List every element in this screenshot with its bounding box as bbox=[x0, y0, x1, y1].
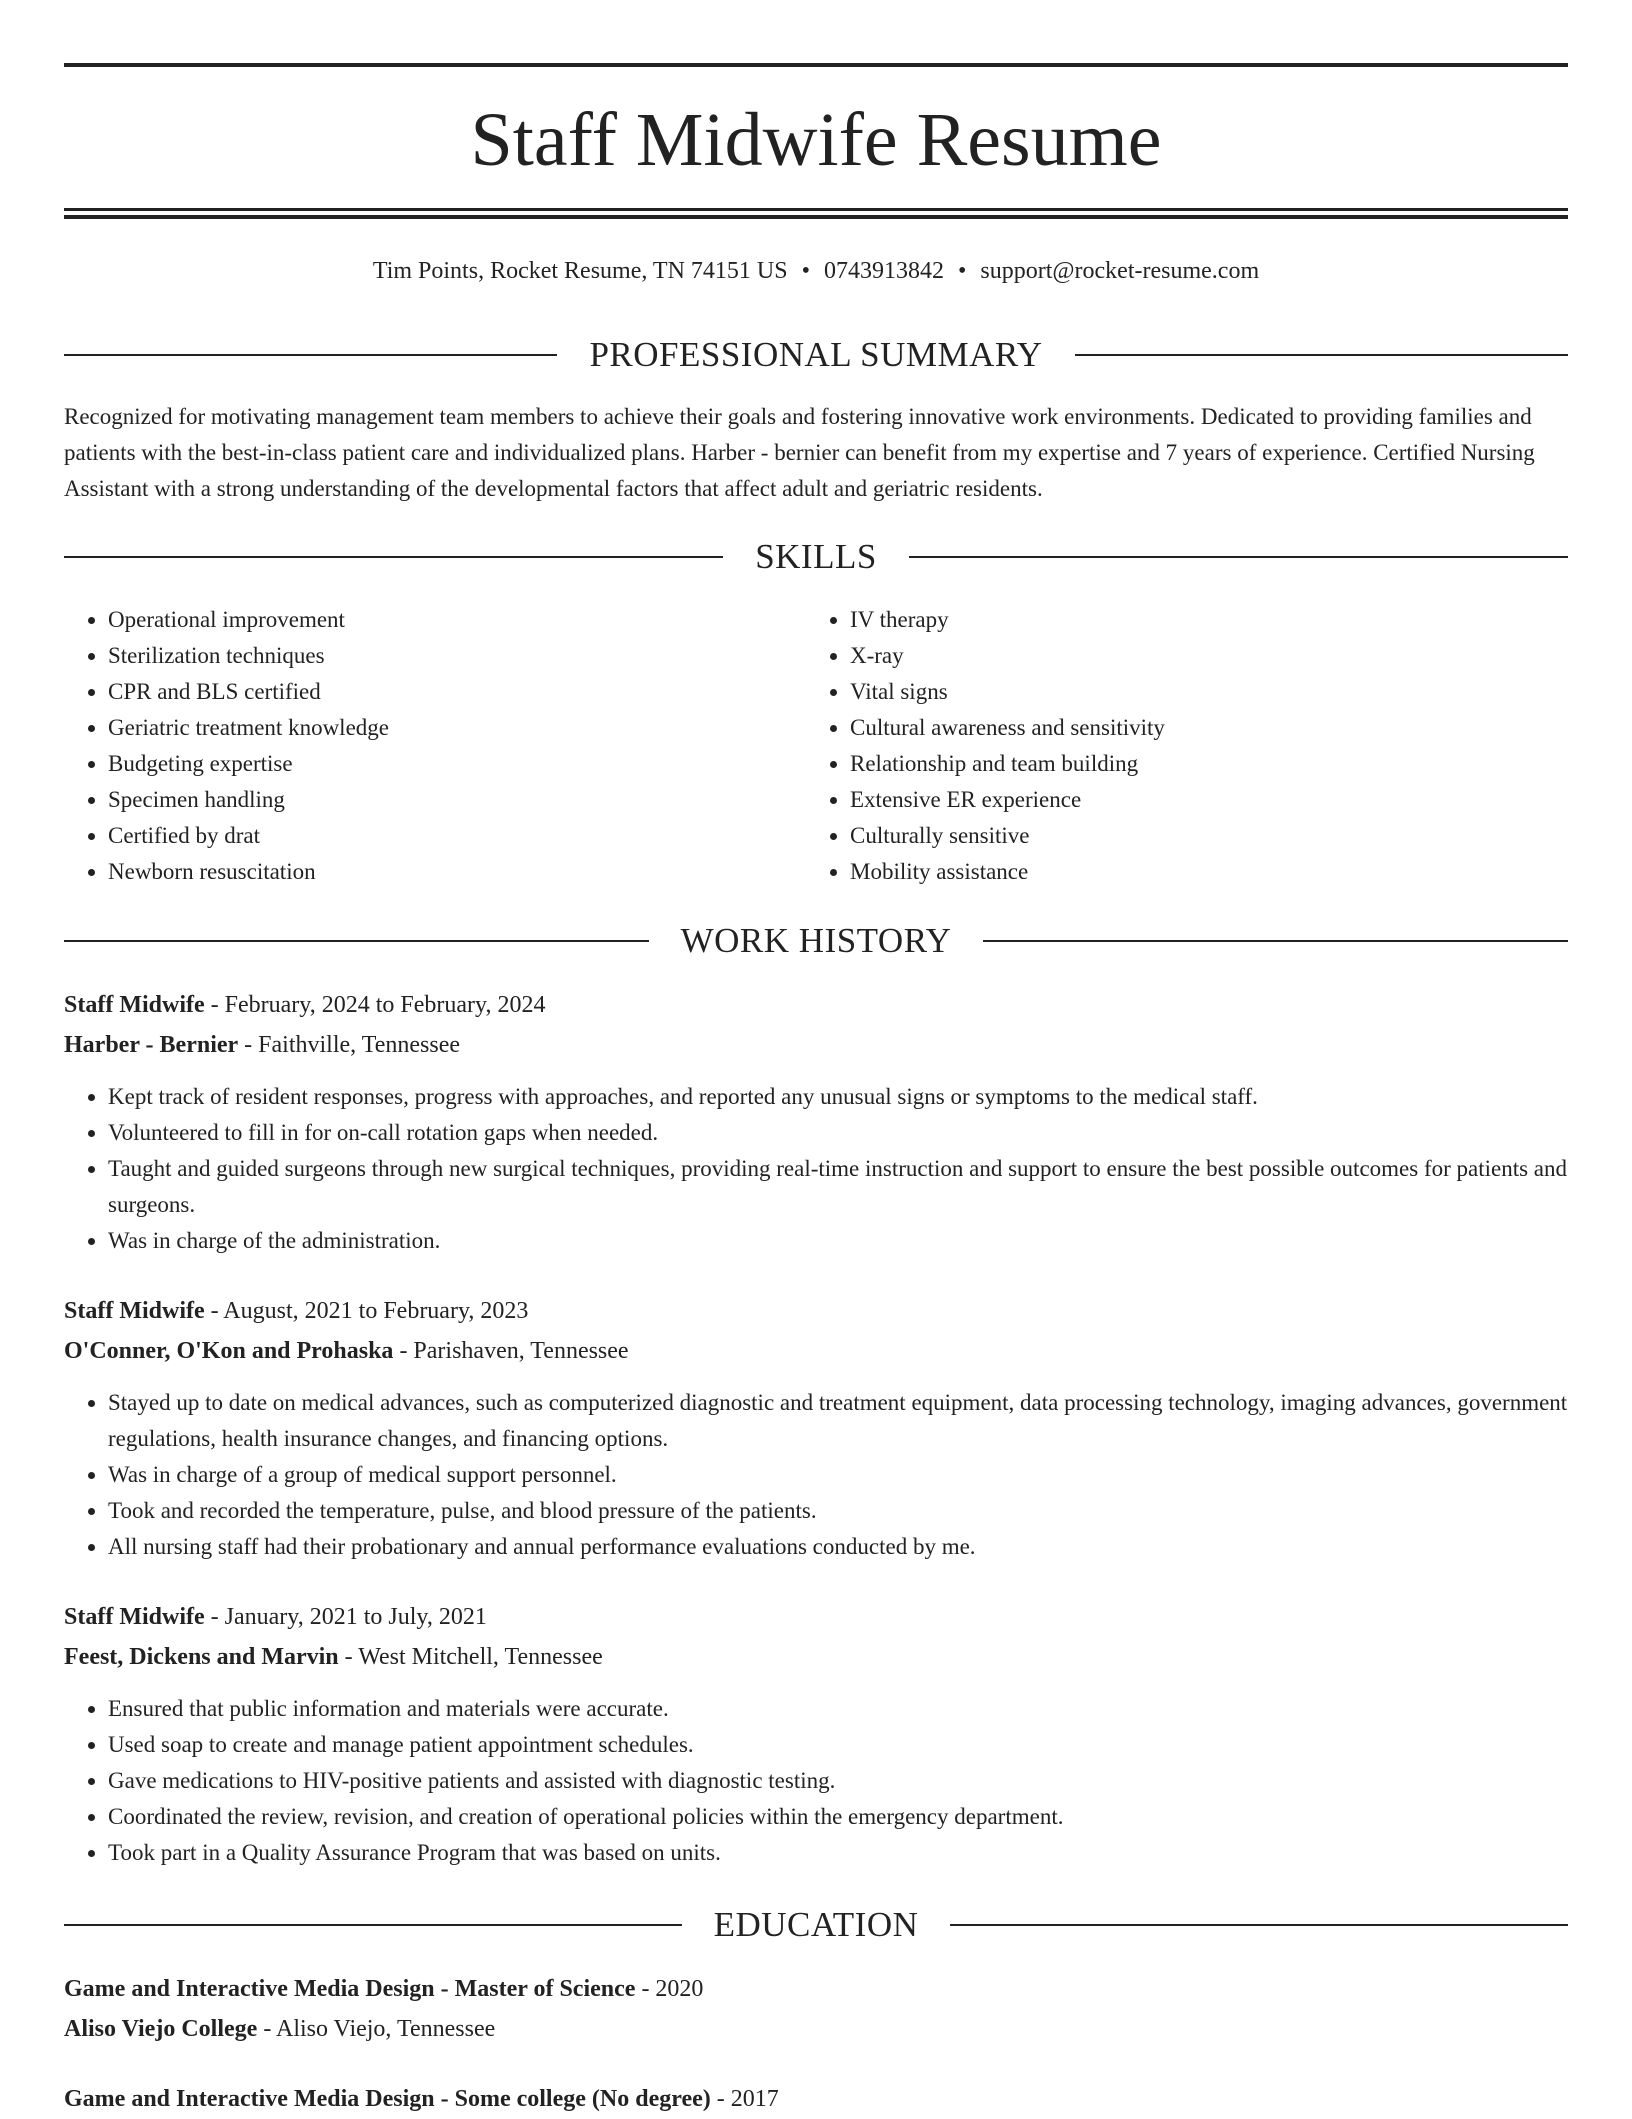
skills-column-left bbox=[64, 602, 806, 890]
section-header-summary bbox=[64, 333, 1568, 377]
divider bbox=[950, 1924, 1568, 1926]
skills-column-right bbox=[806, 602, 1548, 890]
section-title: WORK HISTORY bbox=[680, 921, 952, 960]
employer-line bbox=[64, 1637, 1568, 1677]
job-entry bbox=[64, 985, 1568, 1259]
section-header-education bbox=[64, 1903, 1568, 1947]
skill-item: • Cultural awareness and sensitivity bbox=[850, 710, 1548, 746]
job-title: Staff Midwife bbox=[64, 1298, 205, 1324]
job-dates: - August, 2021 to February, 2023 bbox=[204, 1298, 529, 1324]
duty-item: • Ensured that public information and materials were accurate. bbox=[108, 1691, 1568, 1727]
job-entry bbox=[64, 1291, 1568, 1565]
contact-line bbox=[64, 254, 1568, 288]
title-rule-lower bbox=[64, 215, 1568, 219]
school-location: - Aliso Viejo, Tennessee bbox=[257, 2016, 496, 2042]
skill-item: • Relationship and team building bbox=[850, 746, 1548, 782]
education-entry bbox=[64, 2079, 1568, 2119]
skill-item: • X-ray bbox=[850, 638, 1548, 674]
skill-item: • Sterilization techniques bbox=[108, 638, 806, 674]
section-header-work bbox=[64, 919, 1568, 963]
skill-item: • Certified by drat bbox=[108, 818, 806, 854]
divider bbox=[983, 940, 1568, 942]
divider bbox=[64, 354, 557, 356]
duty-item: • Gave medications to HIV-positive patients and assisted with diagnostic testing. bbox=[108, 1763, 1568, 1799]
employer-name: O'Conner, O'Kon and Prohaska bbox=[64, 1338, 394, 1364]
degree-year: - 2017 bbox=[710, 2086, 779, 2112]
school-name: Aliso Viejo College bbox=[64, 2016, 258, 2042]
degree-name: Game and Interactive Media Design - Master of Science bbox=[64, 1976, 636, 2002]
degree-name: Game and Interactive Media Design - Some college (No degree) bbox=[64, 2086, 711, 2112]
duty-item: • Taught and guided surgeons through new surgical techniques, providing real-time instruction and support to ensure the best possible outcomes for patients and surgeons. bbox=[108, 1151, 1568, 1223]
section-title: PROFESSIONAL SUMMARY bbox=[589, 335, 1043, 374]
job-entry bbox=[64, 1597, 1568, 1871]
skills-list bbox=[64, 602, 1568, 890]
skill-item: • IV therapy bbox=[850, 602, 1548, 638]
degree-line bbox=[64, 1969, 1568, 2009]
contact-email: support@rocket-resume.com bbox=[980, 258, 1260, 284]
duty-item: • Was in charge of the administration. bbox=[108, 1223, 1568, 1259]
employer-location: - West Mitchell, Tennessee bbox=[338, 1644, 603, 1670]
skill-item: • Geriatric treatment knowledge bbox=[108, 710, 806, 746]
divider bbox=[909, 556, 1568, 558]
section-title: SKILLS bbox=[755, 537, 877, 576]
skill-item: • Budgeting expertise bbox=[108, 746, 806, 782]
skill-item: • Extensive ER experience bbox=[850, 782, 1548, 818]
duty-item: • Kept track of resident responses, progress with approaches, and reported any unusual signs or symptoms to the medical staff. bbox=[108, 1079, 1568, 1115]
employer-name: Harber - Bernier bbox=[64, 1032, 239, 1058]
employer-name: Feest, Dickens and Marvin bbox=[64, 1644, 339, 1670]
employer-location: - Parishaven, Tennessee bbox=[393, 1338, 629, 1364]
skill-item: • CPR and BLS certified bbox=[108, 674, 806, 710]
skill-item: • Mobility assistance bbox=[850, 854, 1548, 890]
job-title: Staff Midwife bbox=[64, 1604, 205, 1630]
summary-block bbox=[64, 399, 1568, 507]
skill-item: • Newborn resuscitation bbox=[108, 854, 806, 890]
contact-address: Tim Points, Rocket Resume, TN 74151 US bbox=[372, 258, 788, 284]
job-duties bbox=[64, 1691, 1568, 1871]
duty-item: • Took part in a Quality Assurance Program that was based on units. bbox=[108, 1835, 1568, 1871]
job-dates: - February, 2024 to February, 2024 bbox=[204, 992, 546, 1018]
divider bbox=[64, 940, 649, 942]
contact-separator: • bbox=[801, 258, 811, 284]
summary-text: Recognized for motivating management team members to achieve their goals and fostering innovative work environments. Dedicated to providing families and patients with the best-in-class patient care and individualized plans. Harber - bernier can benefit from my expertise and 7 years of experience. Certified Nursing Assistant with a strong understanding of the developmental factors that affect adult and geriatric residents. bbox=[64, 404, 1535, 501]
employer-line bbox=[64, 1025, 1568, 1065]
job-duties bbox=[64, 1385, 1568, 1565]
page-title: Staff Midwife Resume bbox=[470, 98, 1162, 182]
duty-item: • Was in charge of a group of medical support personnel. bbox=[108, 1457, 1568, 1493]
contact-phone: 0743913842 bbox=[824, 258, 945, 284]
duty-item: • Stayed up to date on medical advances, such as computerized diagnostic and treatment equipment, data processing technology, imaging advances, government regulations, health insurance changes, and financing options. bbox=[108, 1385, 1568, 1457]
skill-item: • Operational improvement bbox=[108, 602, 806, 638]
school-line bbox=[64, 2009, 1568, 2049]
duty-item: • Volunteered to fill in for on-call rotation gaps when needed. bbox=[108, 1115, 1568, 1151]
duty-item: • Used soap to create and manage patient appointment schedules. bbox=[108, 1727, 1568, 1763]
skill-item: • Vital signs bbox=[850, 674, 1548, 710]
section-title: EDUCATION bbox=[713, 1905, 919, 1944]
job-title: Staff Midwife bbox=[64, 992, 205, 1018]
education-entry bbox=[64, 1969, 1568, 2049]
divider bbox=[1075, 354, 1568, 356]
duty-item: • Coordinated the review, revision, and creation of operational policies within the emergency department. bbox=[108, 1799, 1568, 1835]
job-duties bbox=[64, 1079, 1568, 1259]
top-rule bbox=[64, 63, 1568, 67]
skill-item: • Culturally sensitive bbox=[850, 818, 1548, 854]
divider bbox=[64, 1924, 682, 1926]
employer-line bbox=[64, 1331, 1568, 1371]
skill-item: • Specimen handling bbox=[108, 782, 806, 818]
degree-year: - 2020 bbox=[635, 1976, 704, 2002]
job-title-line bbox=[64, 1597, 1568, 1637]
job-title-line bbox=[64, 1291, 1568, 1331]
employer-location: - Faithville, Tennessee bbox=[238, 1032, 460, 1058]
degree-line bbox=[64, 2079, 1568, 2119]
contact-separator: • bbox=[958, 258, 967, 284]
duty-item: • All nursing staff had their probationary and annual performance evaluations conducted by me. bbox=[108, 1529, 1568, 1565]
job-title-line bbox=[64, 985, 1568, 1025]
title-rule-upper bbox=[64, 208, 1568, 211]
job-dates: - January, 2021 to July, 2021 bbox=[204, 1604, 487, 1630]
divider bbox=[64, 556, 723, 558]
duty-item: • Took and recorded the temperature, pulse, and blood pressure of the patients. bbox=[108, 1493, 1568, 1529]
section-header-skills bbox=[64, 535, 1568, 579]
